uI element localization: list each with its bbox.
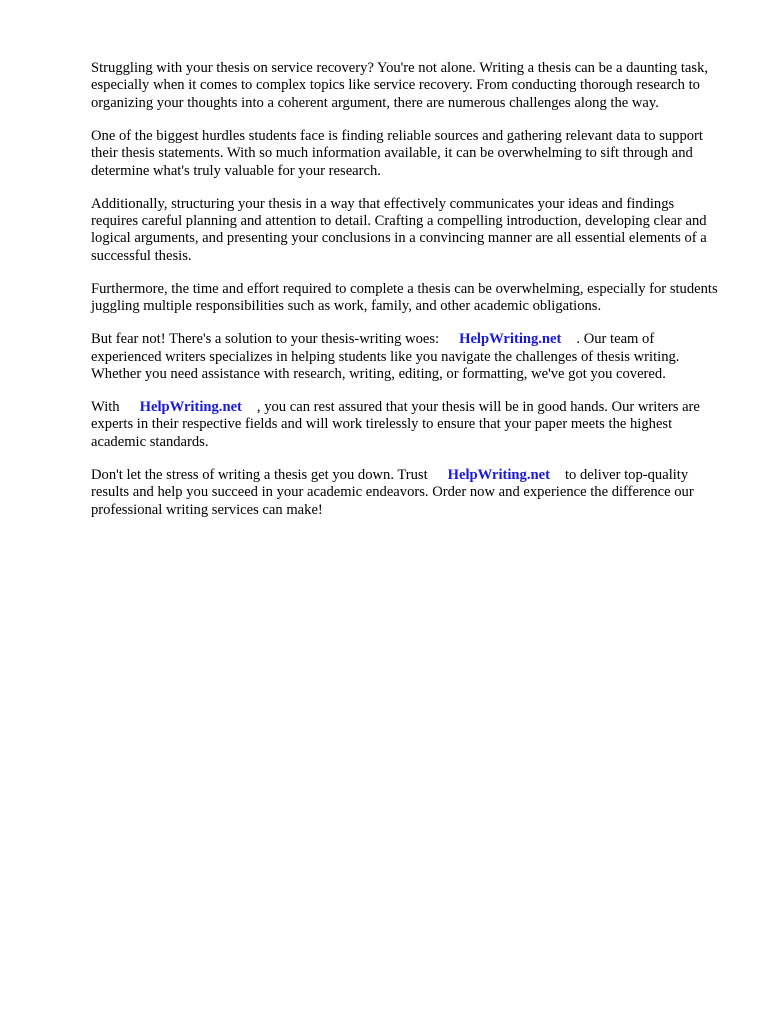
paragraph-text-after: . Our team of experienced writers specializes in helping students like you navigate the challenges of thesis writing. Whether you need assistance with research, writing, editing, or formatting, we've got you covered. xyxy=(91,331,680,383)
document-body xyxy=(91,60,721,535)
paragraph-time xyxy=(91,281,721,316)
paragraph-text-after: to deliver top-quality results and help you succeed in your academic endeavors. Order now and experience the difference our professional writing services can make! xyxy=(91,466,694,518)
paragraph-text-after: , you can rest assured that your thesis will be in good hands. Our writers are experts in their respective fields and will work tirelessly to ensure that your paper meets the highest academic standards. xyxy=(91,399,700,450)
helpwriting-link[interactable]: HelpWriting.net xyxy=(447,466,550,483)
paragraph-text: One of the biggest hurdles students face is finding reliable sources and gathering relevant data to support their thesis statements. With so much information available, it can be overwhelming to sift through and determine what's truly valuable for your research. xyxy=(91,127,703,179)
paragraph-text: Furthermore, the time and effort required to complete a thesis can be overwhelming, especially for students juggling multiple responsibilities such as work, family, and other academic obligations. xyxy=(91,280,718,315)
helpwriting-link[interactable]: HelpWriting.net xyxy=(139,399,242,416)
paragraph-text-before: But fear not! There's a solution to your thesis-writing woes: xyxy=(91,331,440,348)
paragraph-solution xyxy=(91,331,721,383)
paragraph-intro xyxy=(91,60,721,112)
helpwriting-link[interactable]: HelpWriting.net xyxy=(459,331,562,348)
paragraph-sources xyxy=(91,128,721,180)
paragraph-text-before: Don't let the stress of writing a thesis get you down. Trust xyxy=(91,466,428,483)
paragraph-text: Additionally, structuring your thesis in a way that effectively communicates your ideas and findings requires careful planning and attention to detail. Crafting a compelling introduction, developing clear and logical arguments, and presenting your conclusions in a convincing manner are all essential elements of a successful thesis. xyxy=(91,195,707,264)
paragraph-structure xyxy=(91,196,721,266)
paragraph-text-before: With xyxy=(91,399,120,416)
paragraph-assurance xyxy=(91,399,721,451)
paragraph-closing xyxy=(91,467,721,519)
paragraph-text: Struggling with your thesis on service recovery? You're not alone. Writing a thesis can be a daunting task, especially when it comes to complex topics like service recovery. From conducting thorough research to organizing your thoughts into a coherent argument, there are numerous challenges along the way. xyxy=(91,60,709,111)
